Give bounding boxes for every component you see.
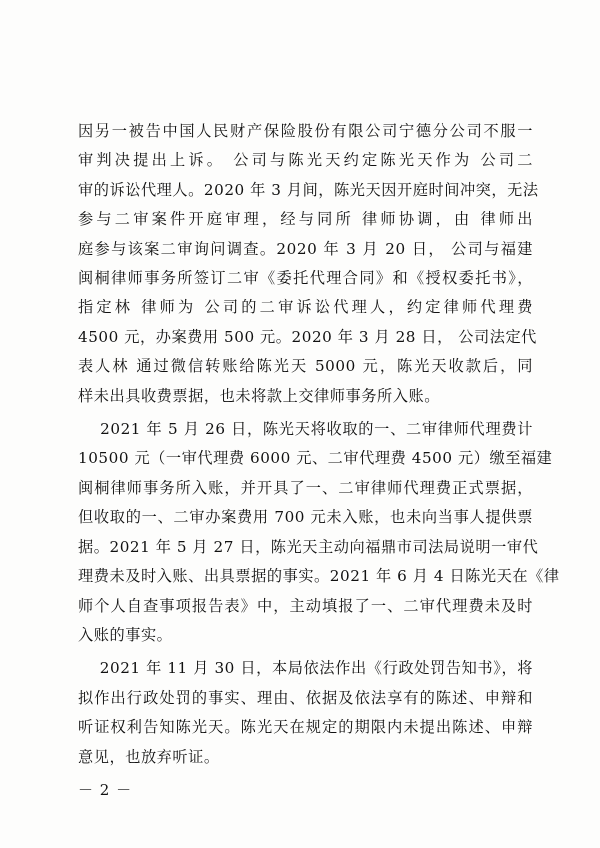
text-line: 拟作出行政处罚的事实、理由、依据及依法享有的陈述、申辩和 (78, 688, 533, 707)
text-line: 听证权利告知陈光天。陈光天在规定的期限内未提出陈述、申辩 (78, 718, 533, 737)
text-line: 样未出具收费票据，也未将款上交律师事务所入账。 (78, 386, 440, 405)
text-line: 师个人自查事项报告表》中，主动填报了一、二审代理费未及时 (78, 596, 533, 615)
text-line: 但收取的一、二审办案费用 700 元未入账，也未向当事人提供票 (78, 508, 533, 527)
text-line: 闽桐律师事务所签订二审《委托代理合同》和《授权委托书》， (78, 269, 533, 288)
text-line: 入账的事实。 (78, 625, 173, 644)
text-line: 审判决提出上诉。 公司与陈光天约定陈光天作为 公司二 (78, 151, 533, 170)
paragraph-2 (78, 415, 560, 650)
text-line: 10500 元（一审代理费 6000 元、二审代理费 4500 元）缴至福建 (78, 449, 553, 468)
text-line: 参与二审案件开庭审理，经与同所 律师协调，由 律师出 (78, 210, 533, 229)
text-line: 据。2021 年 5 月 27 日，陈光天主动向福鼎市司法局说明一审代 (78, 537, 539, 556)
text-line: 审的诉讼代理人。2020 年 3 月间，陈光天因开庭时间冲突，无法 (78, 180, 539, 199)
text-line: 4500 元，办案费用 500 元。2020 年 3 月 28 日， 公司法定代 (78, 327, 537, 346)
text-line: 理费未及时入账、出具票据的事实。2021 年 6 月 4 日陈光天在《律 (78, 567, 560, 586)
text-line: 闽桐律师事务所入账，并开具了一、二审律师代理费正式票据， (78, 478, 533, 497)
text-line: 意见，也放弃听证。 (78, 747, 220, 766)
text-line: 表人林 通过微信转账给陈光天 5000 元，陈光天收款后，同 (78, 357, 533, 376)
page-number: － 2 － (78, 781, 133, 799)
text-line: 2021 年 5 月 26 日，陈光天将收取的一、二审律师代理费计 (78, 420, 533, 439)
text-line: 因另一被告中国人民财产保险股份有限公司宁德分公司不服一 (78, 122, 533, 140)
paragraph-3 (78, 654, 533, 772)
text-line: 庭参与该案二审询问调查。2020 年 3 月 20 日， 公司与福建 (78, 239, 533, 258)
document-body (78, 117, 560, 772)
text-line: 2021 年 11 月 30 日，本局依法作出《行政处罚告知书》，将 (78, 659, 533, 678)
paragraph-1 (78, 117, 539, 411)
text-line: 指定林 律师为 公司的二审诉讼代理人，约定律师代理费 (78, 298, 533, 317)
